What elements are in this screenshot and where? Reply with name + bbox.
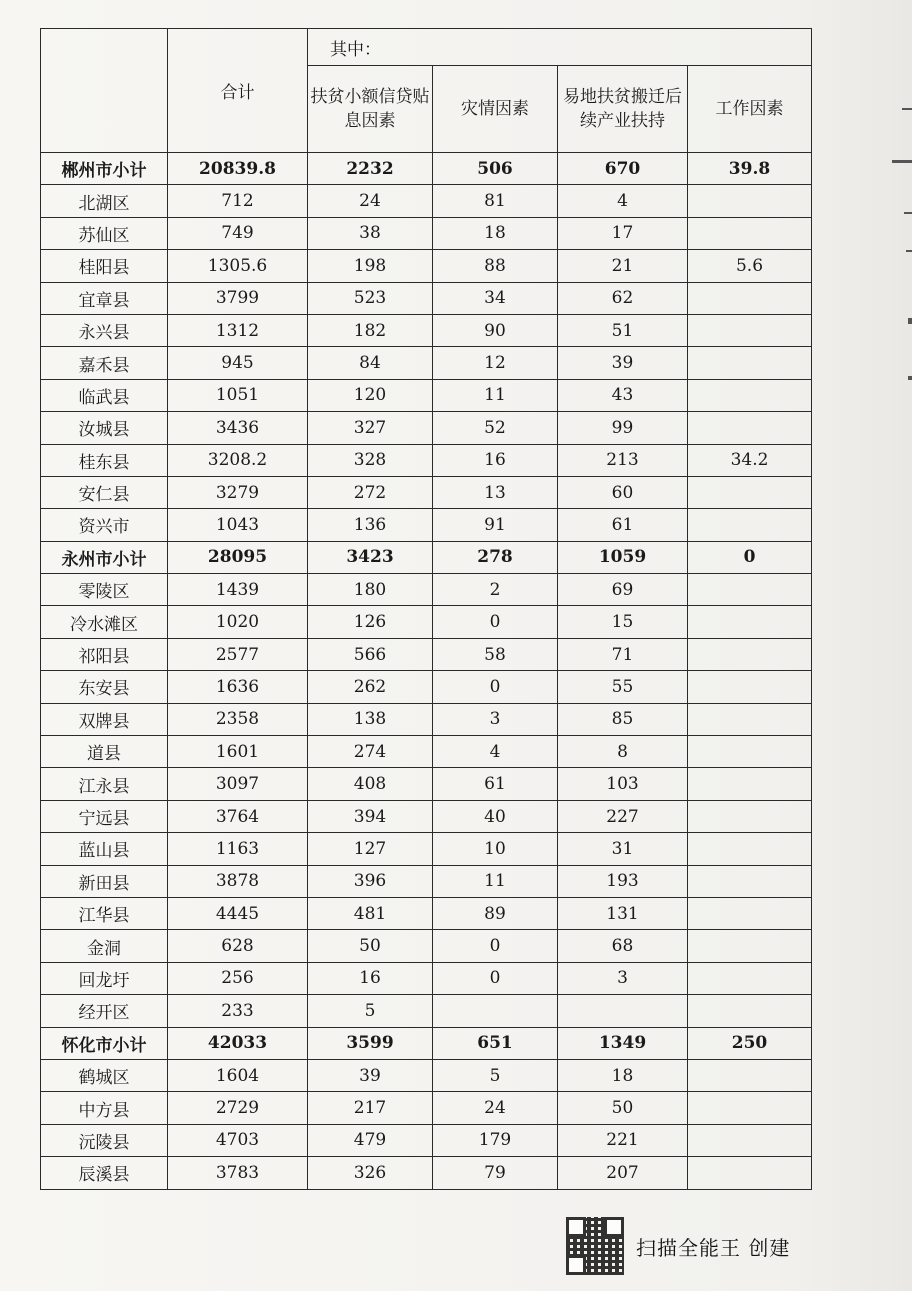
work-factor-cell: 0 (688, 541, 812, 573)
table-row (41, 768, 812, 800)
region-header-cell (41, 29, 168, 153)
work-factor-cell (688, 897, 812, 929)
microcredit-subsidy-cell: 24 (308, 185, 433, 217)
table-row (41, 800, 812, 832)
relocation-support-cell: 3 (558, 962, 688, 994)
total-cell: 3878 (168, 865, 308, 897)
total-cell: 1043 (168, 509, 308, 541)
total-cell: 945 (168, 347, 308, 379)
total-cell: 2577 (168, 638, 308, 670)
region-name-cell: 永兴县 (41, 314, 168, 346)
work-factor-cell (688, 800, 812, 832)
region-name-cell: 江永县 (41, 768, 168, 800)
total-cell: 3097 (168, 768, 308, 800)
relocation-support-cell: 18 (558, 1059, 688, 1091)
table-row (41, 282, 812, 314)
total-cell: 1439 (168, 574, 308, 606)
total-cell: 1305.6 (168, 250, 308, 282)
disaster-factor-cell: 0 (433, 962, 558, 994)
relocation-support-cell: 207 (558, 1157, 688, 1189)
work-factor-cell (688, 768, 812, 800)
total-cell: 256 (168, 962, 308, 994)
microcredit-subsidy-cell: 198 (308, 250, 433, 282)
microcredit-subsidy-cell: 408 (308, 768, 433, 800)
microcredit-subsidy-cell: 3599 (308, 1027, 433, 1059)
table-row (41, 865, 812, 897)
total-cell: 4445 (168, 897, 308, 929)
region-name-cell: 鹤城区 (41, 1059, 168, 1091)
region-name-cell: 宜章县 (41, 282, 168, 314)
disaster-factor-cell: 24 (433, 1092, 558, 1124)
relocation-support-cell: 50 (558, 1092, 688, 1124)
disaster-factor-cell: 5 (433, 1059, 558, 1091)
subtotal-row (41, 541, 812, 573)
microcredit-subsidy-cell: 328 (308, 444, 433, 476)
table-row (41, 314, 812, 346)
disaster-factor-cell: 13 (433, 476, 558, 508)
relocation-support-cell: 51 (558, 314, 688, 346)
table-row (41, 217, 812, 249)
region-name-cell: 沅陵县 (41, 1124, 168, 1156)
region-name-cell: 经开区 (41, 995, 168, 1027)
subtotal-row (41, 1027, 812, 1059)
breakdown-header: 其中： (308, 29, 812, 66)
relocation-support-cell: 99 (558, 412, 688, 444)
total-cell: 2358 (168, 703, 308, 735)
region-name-cell: 江华县 (41, 897, 168, 929)
work-factor-cell (688, 1124, 812, 1156)
total-cell: 3764 (168, 800, 308, 832)
region-name-cell: 祁阳县 (41, 638, 168, 670)
work-factor-cell (688, 865, 812, 897)
table-row (41, 509, 812, 541)
region-name-cell: 辰溪县 (41, 1157, 168, 1189)
table-row (41, 638, 812, 670)
disaster-factor-cell: 506 (433, 153, 558, 185)
work-factor-cell (688, 962, 812, 994)
relocation-support-cell: 8 (558, 736, 688, 768)
microcredit-subsidy-cell: 479 (308, 1124, 433, 1156)
work-factor-cell: 5.6 (688, 250, 812, 282)
microcredit-subsidy-cell: 481 (308, 897, 433, 929)
work-factor-cell: 250 (688, 1027, 812, 1059)
disaster-factor-cell: 34 (433, 282, 558, 314)
total-cell: 1020 (168, 606, 308, 638)
work-factor-cell (688, 736, 812, 768)
work-factor-cell: 34.2 (688, 444, 812, 476)
work-factor-cell (688, 509, 812, 541)
work-factor-cell (688, 995, 812, 1027)
relocation-support-cell: 85 (558, 703, 688, 735)
table-row (41, 995, 812, 1027)
total-cell: 20839.8 (168, 153, 308, 185)
region-name-cell: 怀化市小计 (41, 1027, 168, 1059)
relocation-support-cell: 103 (558, 768, 688, 800)
relocation-support-cell: 1349 (558, 1027, 688, 1059)
table-row (41, 574, 812, 606)
total-cell: 3208.2 (168, 444, 308, 476)
disaster-factor-cell: 0 (433, 671, 558, 703)
work-factor-cell (688, 314, 812, 346)
table-row (41, 476, 812, 508)
region-name-cell: 新田县 (41, 865, 168, 897)
work-factor-cell (688, 347, 812, 379)
table-row (41, 736, 812, 768)
microcredit-subsidy-cell: 566 (308, 638, 433, 670)
work-factor-cell (688, 379, 812, 411)
disaster-factor-cell: 4 (433, 736, 558, 768)
region-name-cell: 回龙圩 (41, 962, 168, 994)
disaster-factor-cell: 88 (433, 250, 558, 282)
relocation-support-cell: 1059 (558, 541, 688, 573)
total-cell: 1604 (168, 1059, 308, 1091)
work-factor-header: 工作因素 (688, 66, 812, 153)
disaster-factor-cell: 16 (433, 444, 558, 476)
relocation-support-cell: 43 (558, 379, 688, 411)
relocation-support-cell: 227 (558, 800, 688, 832)
table-row (41, 1157, 812, 1189)
work-factor-cell (688, 185, 812, 217)
relocation-support-cell: 39 (558, 347, 688, 379)
disaster-factor-cell: 0 (433, 606, 558, 638)
work-factor-cell (688, 833, 812, 865)
table-row (41, 833, 812, 865)
total-cell: 1636 (168, 671, 308, 703)
relocation-support-cell: 17 (558, 217, 688, 249)
relocation-support-cell: 21 (558, 250, 688, 282)
total-cell: 28095 (168, 541, 308, 573)
total-cell: 1163 (168, 833, 308, 865)
microcredit-subsidy-cell: 327 (308, 412, 433, 444)
work-factor-cell (688, 282, 812, 314)
total-cell: 3436 (168, 412, 308, 444)
microcredit-subsidy-cell: 38 (308, 217, 433, 249)
relocation-support-cell: 31 (558, 833, 688, 865)
table-row (41, 250, 812, 282)
relocation-support-header: 易地扶贫搬迁后续产业扶持 (558, 66, 688, 153)
microcredit-subsidy-cell: 136 (308, 509, 433, 541)
microcredit-subsidy-cell: 523 (308, 282, 433, 314)
table-row (41, 347, 812, 379)
total-cell: 3279 (168, 476, 308, 508)
work-factor-cell (688, 1059, 812, 1091)
work-factor-cell (688, 930, 812, 962)
total-cell: 712 (168, 185, 308, 217)
relocation-support-cell: 221 (558, 1124, 688, 1156)
region-name-cell: 冷水滩区 (41, 606, 168, 638)
disaster-factor-cell: 89 (433, 897, 558, 929)
total-header: 合计 (168, 29, 308, 153)
region-name-cell: 蓝山县 (41, 833, 168, 865)
work-factor-cell (688, 671, 812, 703)
microcredit-subsidy-cell: 2232 (308, 153, 433, 185)
microcredit-subsidy-cell: 326 (308, 1157, 433, 1189)
region-name-cell: 苏仙区 (41, 217, 168, 249)
disaster-factor-cell: 0 (433, 930, 558, 962)
funding-allocation-table (40, 28, 812, 1190)
table-row (41, 185, 812, 217)
relocation-support-cell (558, 995, 688, 1027)
total-cell: 3783 (168, 1157, 308, 1189)
region-name-cell: 临武县 (41, 379, 168, 411)
table-row (41, 1124, 812, 1156)
disaster-factor-cell: 91 (433, 509, 558, 541)
region-name-cell: 零陵区 (41, 574, 168, 606)
region-name-cell: 安仁县 (41, 476, 168, 508)
work-factor-cell (688, 1157, 812, 1189)
table-row (41, 1059, 812, 1091)
microcredit-subsidy-cell: 84 (308, 347, 433, 379)
microcredit-subsidy-cell: 180 (308, 574, 433, 606)
relocation-support-cell: 15 (558, 606, 688, 638)
region-name-cell: 道县 (41, 736, 168, 768)
total-cell: 3799 (168, 282, 308, 314)
disaster-factor-cell: 18 (433, 217, 558, 249)
work-factor-cell (688, 703, 812, 735)
work-factor-cell (688, 638, 812, 670)
microcredit-subsidy-cell: 138 (308, 703, 433, 735)
microcredit-subsidy-cell: 16 (308, 962, 433, 994)
disaster-factor-cell: 2 (433, 574, 558, 606)
relocation-support-cell: 61 (558, 509, 688, 541)
disaster-factor-cell: 79 (433, 1157, 558, 1189)
disaster-factor-cell: 61 (433, 768, 558, 800)
region-name-cell: 双牌县 (41, 703, 168, 735)
total-cell: 4703 (168, 1124, 308, 1156)
table-row (41, 412, 812, 444)
microcredit-subsidy-cell: 120 (308, 379, 433, 411)
disaster-factor-cell: 278 (433, 541, 558, 573)
region-name-cell: 宁远县 (41, 800, 168, 832)
disaster-factor-cell: 651 (433, 1027, 558, 1059)
relocation-support-cell: 193 (558, 865, 688, 897)
microcredit-subsidy-header: 扶贫小额信贷贴息因素 (308, 66, 433, 153)
disaster-factor-cell: 90 (433, 314, 558, 346)
table-row (41, 962, 812, 994)
adjacent-page-edge-marks (884, 0, 912, 1291)
header-row-1 (41, 29, 812, 66)
relocation-support-cell: 71 (558, 638, 688, 670)
relocation-support-cell: 69 (558, 574, 688, 606)
disaster-factor-cell: 58 (433, 638, 558, 670)
total-cell: 2729 (168, 1092, 308, 1124)
total-cell: 42033 (168, 1027, 308, 1059)
region-name-cell: 中方县 (41, 1092, 168, 1124)
region-name-cell: 北湖区 (41, 185, 168, 217)
relocation-support-cell: 4 (558, 185, 688, 217)
disaster-factor-cell: 81 (433, 185, 558, 217)
region-name-cell: 金洞 (41, 930, 168, 962)
disaster-factor-header: 灾情因素 (433, 66, 558, 153)
relocation-support-cell: 213 (558, 444, 688, 476)
microcredit-subsidy-cell: 5 (308, 995, 433, 1027)
region-name-cell: 东安县 (41, 671, 168, 703)
microcredit-subsidy-cell: 127 (308, 833, 433, 865)
region-name-cell: 嘉禾县 (41, 347, 168, 379)
disaster-factor-cell: 10 (433, 833, 558, 865)
disaster-factor-cell: 11 (433, 379, 558, 411)
work-factor-cell (688, 574, 812, 606)
table-row (41, 606, 812, 638)
microcredit-subsidy-cell: 217 (308, 1092, 433, 1124)
microcredit-subsidy-cell: 50 (308, 930, 433, 962)
table-row (41, 897, 812, 929)
region-name-cell: 桂东县 (41, 444, 168, 476)
total-cell: 1601 (168, 736, 308, 768)
microcredit-subsidy-cell: 274 (308, 736, 433, 768)
microcredit-subsidy-cell: 272 (308, 476, 433, 508)
microcredit-subsidy-cell: 3423 (308, 541, 433, 573)
total-cell: 1312 (168, 314, 308, 346)
total-cell: 1051 (168, 379, 308, 411)
relocation-support-cell: 131 (558, 897, 688, 929)
work-factor-cell (688, 217, 812, 249)
work-factor-cell (688, 412, 812, 444)
total-cell: 233 (168, 995, 308, 1027)
microcredit-subsidy-cell: 39 (308, 1059, 433, 1091)
disaster-factor-cell: 11 (433, 865, 558, 897)
relocation-support-cell: 60 (558, 476, 688, 508)
table-row (41, 379, 812, 411)
table-row (41, 703, 812, 735)
disaster-factor-cell: 3 (433, 703, 558, 735)
work-factor-cell: 39.8 (688, 153, 812, 185)
region-name-cell: 永州市小计 (41, 541, 168, 573)
region-name-cell: 桂阳县 (41, 250, 168, 282)
relocation-support-cell: 62 (558, 282, 688, 314)
disaster-factor-cell: 12 (433, 347, 558, 379)
table-row (41, 1092, 812, 1124)
microcredit-subsidy-cell: 182 (308, 314, 433, 346)
microcredit-subsidy-cell: 126 (308, 606, 433, 638)
microcredit-subsidy-cell: 394 (308, 800, 433, 832)
total-cell: 749 (168, 217, 308, 249)
relocation-support-cell: 68 (558, 930, 688, 962)
work-factor-cell (688, 1092, 812, 1124)
relocation-support-cell: 670 (558, 153, 688, 185)
disaster-factor-cell: 40 (433, 800, 558, 832)
microcredit-subsidy-cell: 396 (308, 865, 433, 897)
table-row (41, 671, 812, 703)
qr-code-icon (566, 1217, 624, 1275)
work-factor-cell (688, 606, 812, 638)
relocation-support-cell: 55 (558, 671, 688, 703)
disaster-factor-cell: 179 (433, 1124, 558, 1156)
disaster-factor-cell: 52 (433, 412, 558, 444)
watermark-text: 扫描全能王 创建 (636, 1235, 791, 1260)
work-factor-cell (688, 476, 812, 508)
subtotal-row (41, 153, 812, 185)
region-name-cell: 资兴市 (41, 509, 168, 541)
total-cell: 628 (168, 930, 308, 962)
scanner-watermark (566, 1220, 816, 1272)
table-row (41, 930, 812, 962)
region-name-cell: 汝城县 (41, 412, 168, 444)
table-row (41, 444, 812, 476)
microcredit-subsidy-cell: 262 (308, 671, 433, 703)
disaster-factor-cell (433, 995, 558, 1027)
region-name-cell: 郴州市小计 (41, 153, 168, 185)
